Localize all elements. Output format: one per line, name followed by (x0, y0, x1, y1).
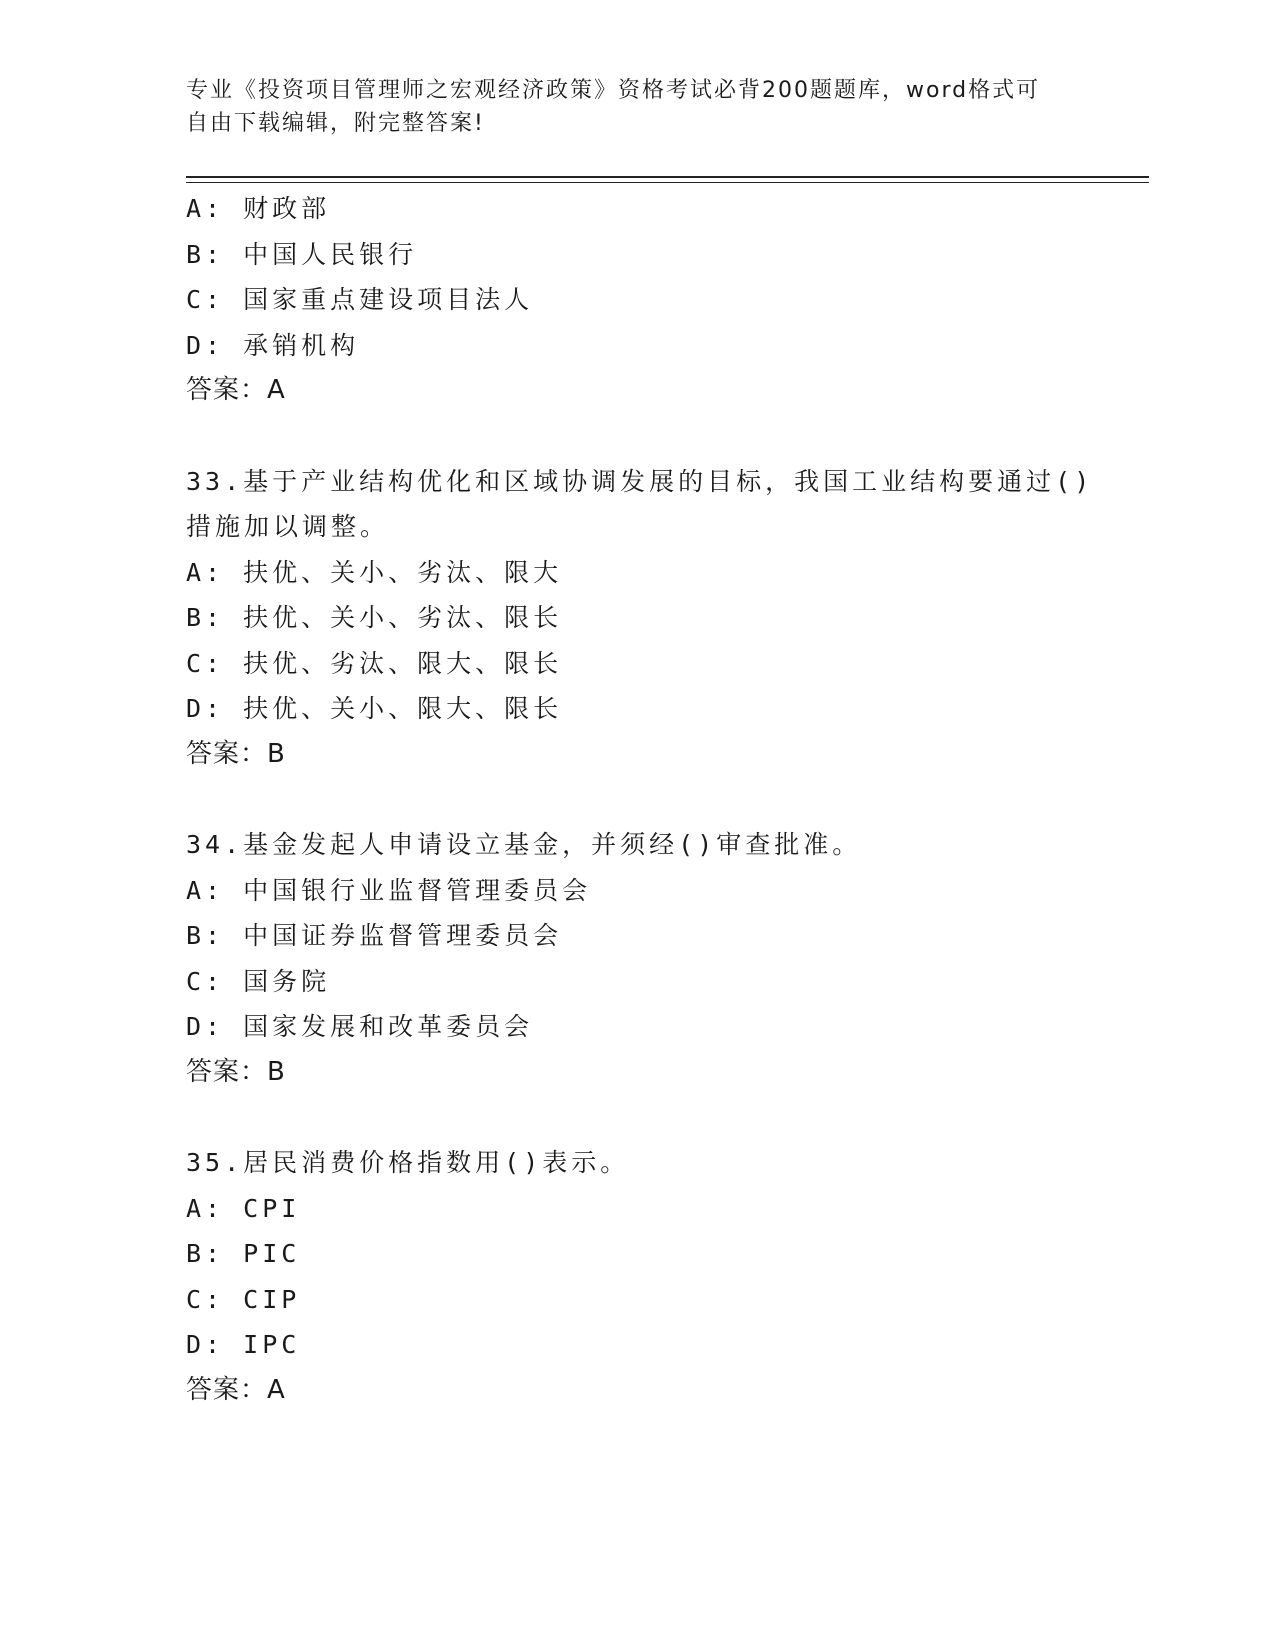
question-block (186, 459, 1094, 778)
option-c: C: 国家重点建设项目法人 (186, 285, 534, 314)
option-d: D: IPC (186, 1330, 301, 1359)
answer-line: 答案：B (186, 738, 286, 769)
option-d: D: 国家发展和改革委员会 (186, 1012, 534, 1041)
header-divider-thin (186, 182, 1149, 183)
option-b: B: 中国人民银行 (186, 239, 418, 269)
option-c: C: 国务院 (186, 966, 331, 996)
option-a: A: CPI (186, 1193, 301, 1223)
option-b: B: 扶优、关小、劣汰、限长 (186, 603, 563, 632)
option-b: B: PIC (186, 1239, 301, 1268)
option-d: D: 扶优、关小、限大、限长 (186, 694, 563, 723)
header-divider-thick (186, 176, 1149, 178)
question-text-line-1: 34.基金发起人申请设立基金，并须经()审查批准。 (186, 830, 862, 859)
question-list (186, 186, 1094, 1413)
option-a: A: 扶优、关小、劣汰、限大 (186, 557, 563, 587)
question-block (186, 822, 1086, 1095)
question-block (186, 186, 1086, 414)
option-a: A: 中国银行业监督管理委员会 (186, 875, 592, 905)
question-text-line-1: 35.居民消费价格指数用()表示。 (186, 1148, 630, 1177)
answer-line: 答案：A (186, 1374, 286, 1405)
option-d: D: 承销机构 (186, 330, 360, 360)
document-header (186, 74, 1066, 140)
answer-line: 答案：B (186, 1056, 286, 1087)
option-b: B: 中国证券监督管理委员会 (186, 921, 563, 950)
option-c: C: 扶优、劣汰、限大、限长 (186, 648, 563, 678)
question-block (186, 1140, 1086, 1413)
question-text-line-1: 33.基于产业结构优化和区域协调发展的目标，我国工业结构要通过() (186, 466, 1094, 496)
header-line-2: 自由下载编辑，附完整答案! (186, 111, 485, 136)
option-c: C: CIP (186, 1284, 301, 1314)
question-text-line-2: 措施加以调整。 (186, 512, 390, 541)
header-line-1: 专业《投资项目管理师之宏观经济政策》资格考试必背200题题库，word格式可 (186, 78, 1041, 103)
answer-line: 答案：A (186, 375, 286, 405)
option-a: A: 财政部 (186, 194, 331, 223)
